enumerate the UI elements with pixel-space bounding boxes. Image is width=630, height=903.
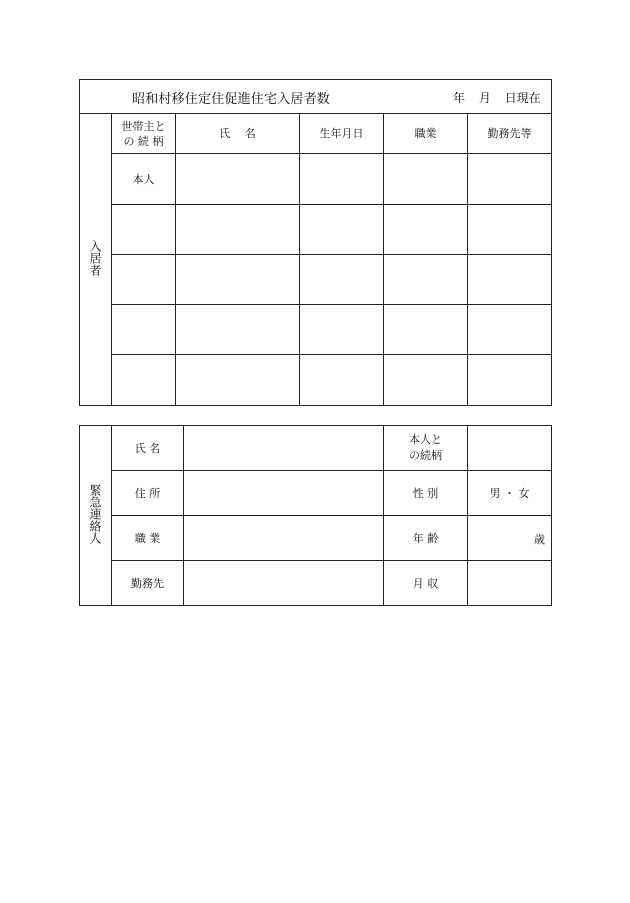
emergency-occupation-field[interactable] [184,516,384,561]
emergency-address-label-cell [112,471,184,516]
emergency-gender-field[interactable] [468,471,551,516]
residents-grid [112,114,551,405]
header-name [176,114,300,154]
row4-workplace[interactable] [468,305,551,355]
residents-table-header [80,80,551,114]
form-title: 昭和村移住定住促進住宅入居者数 [132,92,331,107]
emergency-income-label-cell [384,561,468,605]
header-occupation [384,114,468,154]
emergency-section-label: 緊急連絡人 [88,484,102,544]
emergency-age-label: 年 齢 [412,532,439,545]
row4-relation[interactable] [112,305,176,355]
row3-workplace[interactable] [468,255,551,305]
residents-section-label: 入居者 [88,240,102,276]
row4-name[interactable] [176,305,300,355]
header-relation-line2: の 続 柄 [123,135,164,148]
emergency-relation-label-line1: 本人と [409,433,442,446]
emergency-workplace-field[interactable] [184,561,384,605]
emergency-income-label: 月 収 [412,577,439,590]
emergency-gender-label: 性 別 [412,487,439,500]
header-birthdate [300,114,384,154]
emergency-name-label-cell [112,426,184,471]
row4-occupation[interactable] [384,305,468,355]
row3-name[interactable] [176,255,300,305]
row1-occupation[interactable] [384,154,468,205]
residents-section-label-cell [80,114,112,405]
emergency-age-field[interactable] [468,516,551,561]
emergency-age-unit: 歳 [534,533,545,546]
header-workplace [468,114,551,154]
emergency-workplace-label: 勤務先 [131,577,164,590]
emergency-name-label: 氏 名 [134,442,161,455]
row1-birthdate[interactable] [300,154,384,205]
emergency-income-field[interactable] [468,561,551,605]
row3-birthdate[interactable] [300,255,384,305]
header-birthdate-label: 生年月日 [319,127,364,140]
row5-relation[interactable] [112,355,176,405]
emergency-gender-label-cell [384,471,468,516]
emergency-gender-options: 男 ・ 女 [489,487,530,500]
emergency-address-label: 住 所 [134,487,161,500]
header-relation [112,114,176,154]
header-workplace-label: 勤務先等 [487,127,532,140]
row3-occupation[interactable] [384,255,468,305]
row1-relation[interactable] [112,154,176,205]
row5-birthdate[interactable] [300,355,384,405]
row3-relation[interactable] [112,255,176,305]
emergency-section-label-cell [80,426,112,605]
header-relation-line1: 世帯主と [121,120,166,133]
row5-workplace[interactable] [468,355,551,405]
header-occupation-label: 職業 [414,127,437,140]
emergency-grid [112,426,551,605]
row4-birthdate[interactable] [300,305,384,355]
row2-occupation[interactable] [384,205,468,255]
emergency-name-field[interactable] [184,426,384,471]
row2-birthdate[interactable] [300,205,384,255]
row1-relation-value: 本人 [132,173,155,186]
row2-name[interactable] [176,205,300,255]
row2-workplace[interactable] [468,205,551,255]
header-name-label: 氏 名 [219,127,256,140]
row5-occupation[interactable] [384,355,468,405]
emergency-relation-label-cell [384,426,468,471]
emergency-contact-table [79,425,552,606]
emergency-workplace-label-cell [112,561,184,605]
row1-name[interactable] [176,154,300,205]
row2-relation[interactable] [112,205,176,255]
row5-name[interactable] [176,355,300,405]
emergency-occupation-label: 職 業 [134,532,161,545]
residents-table [79,79,552,406]
emergency-age-label-cell [384,516,468,561]
emergency-relation-label-line2: の続柄 [409,449,442,462]
emergency-relation-field[interactable] [468,426,551,471]
emergency-address-field[interactable] [184,471,384,516]
emergency-occupation-label-cell [112,516,184,561]
as-of-date-label: 年 月 日現在 [453,91,541,105]
row1-workplace[interactable] [468,154,551,205]
